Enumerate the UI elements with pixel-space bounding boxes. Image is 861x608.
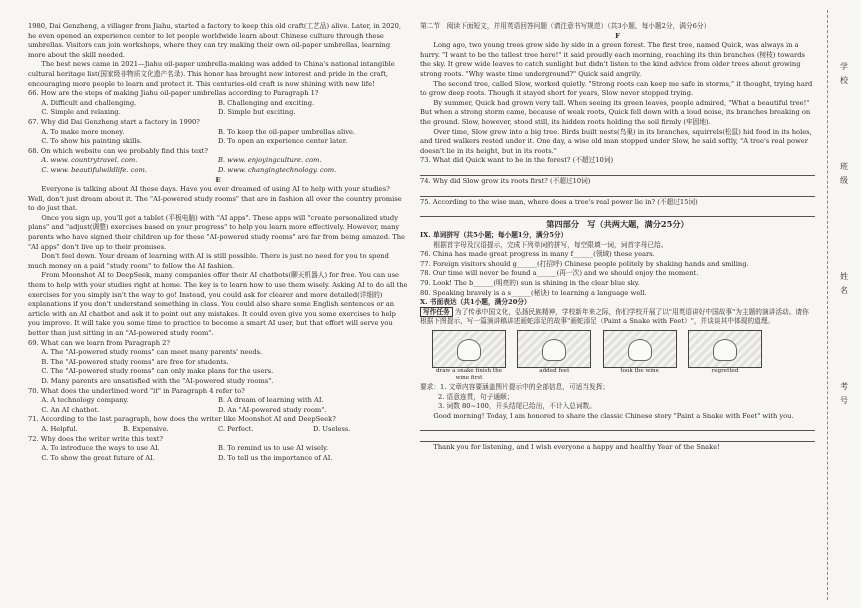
margin-char: 级 — [840, 176, 848, 185]
question-68-options — [28, 166, 408, 176]
answer-line-73[interactable] — [420, 166, 815, 176]
left-column — [28, 22, 408, 463]
passage-e-paragraph: Don't feel down. Your dream of learning with AI is still possible. There is just no need for you to spend much money on a paid "study room" to follow the AI fashion. — [28, 252, 389, 270]
writing-task — [420, 308, 815, 327]
spelling-section-title: IX. 单词拼写（共5小题；每小题1分，满分5分） — [420, 231, 568, 240]
option-a: A. The "AI-powered study rooms" can meet many parents' needs. — [41, 348, 263, 357]
question-66-options — [28, 108, 408, 118]
spelling-item: 78. Our time will never be found a______(再一次) and we should enjoy the moment. — [420, 269, 699, 278]
requirement: 2. 语意连贯，句子通顺； — [438, 392, 514, 401]
question-72-options — [28, 454, 408, 464]
part4-title: 第四部分 写（共两大题，满分25分） — [546, 219, 689, 230]
passage-e-paragraph: Once you sign up, you'll get a tablet (平板电脑) with "AI apps". These apps will "create personalized study plans" and "adjust(调整) exercises based on your progress" to help you learn more effectively. However, many parents who have signed their children up for these "AI-powered study rooms" are far from being amazed. The "AI apps" don't live up to their promises. — [28, 213, 406, 251]
passage-f-letter: F — [615, 31, 620, 40]
picture-caption: took the wine — [620, 368, 659, 375]
option-c: C. To show the great future of AI. — [41, 453, 155, 462]
question-67-stem: 67. Why did Dai Genzheng start a factory in 1990? — [28, 117, 200, 126]
binding-margin — [835, 60, 855, 480]
option-c: C. The "AI-powered study rooms" can only make plans for the users. — [41, 367, 274, 376]
requirement: 3. 词数 80~100，开头结尾已给出，不计入总词数。 — [438, 402, 596, 411]
passage-d-paragraph: 1980, Dai Genzheng, a villager from Jiahu, started a factory to keep this old craft(工艺品) alive. Later, in 2020, he even opened an experience center to let people worldwide learn about Chinese culture through these umbrellas. Visitors can join workshops, where they can try making their own oil-paper umbrellas, learning more about the skill needed. — [28, 22, 402, 59]
question-68-stem: 68. On which website can we probably find this text? — [28, 146, 208, 155]
right-column — [420, 22, 815, 453]
option-d: D. To tell us the importance of AI. — [218, 453, 333, 462]
option-b: B. A dream of learning with AI. — [218, 396, 324, 405]
spelling-item: 76. China has made great progress in many f______(领域) these years. — [420, 250, 655, 259]
option-d: D. www. changingtechnology. com. — [218, 165, 337, 174]
spelling-instructions: 根据首字母及汉语提示，完成下列单词的拼写，每空限填一词，词首字母已给。 — [433, 240, 668, 249]
option-d: D. Many parents are unsatisfied with the "AI-powered study rooms". — [41, 376, 274, 385]
essay-line[interactable] — [420, 432, 815, 442]
picture-prompt — [688, 330, 762, 382]
option-d: D. Simple but exciting. — [218, 108, 296, 117]
margin-char: 名 — [840, 286, 848, 295]
option-b: B. Expensive. — [123, 424, 169, 433]
answer-line-75[interactable] — [420, 207, 815, 217]
picture-prompt — [603, 330, 677, 382]
option-c: C. Perfect. — [218, 424, 254, 433]
picture-prompts — [432, 330, 762, 382]
passage-d-paragraph: The best news came in 2021—Jiahu oil-paper umbrella-making was added to China's national intangible cultural heritage list(国家级非物质文化遗产名录). This honor has brought new interest and pride in the craft, encouraging more people to learn and protect it. This centuries-old craft is now shining with new life! — [28, 60, 395, 88]
spelling-item: 80. Speaking bravely is a s______(秘诀) to learning a language well. — [420, 288, 647, 297]
question-67-options — [28, 137, 408, 147]
margin-char: 考 — [840, 382, 848, 391]
question-71-options — [28, 425, 408, 435]
passage-f-paragraph: By summer, Quick had grown very tall. When seeing its green leaves, people admired, "What a beautiful tree!" But when a strong storm came, because of weak roots, Quick fell down with a loud noise, its branches breaking on the ground. Slow, however, stood still, its hidden roots holding the soil firmly (牢固地). — [420, 98, 811, 126]
question-70-options — [28, 406, 408, 416]
question-70-stem: 70. What does the underlined word "it" in Paragraph 4 refer to? — [28, 386, 245, 395]
margin-char: 姓 — [840, 272, 848, 281]
passage-e-letter: E — [215, 175, 221, 184]
margin-char: 学 — [840, 62, 848, 71]
task-text: 为了传承中国文化，弘扬民族精神，学校新年来之际，你们学校开展了以"用英语讲好中国故事"为主题的演讲活动。请你根据下图提示，写一篇演讲稿讲述画蛇添足的故事"画蛇添足（Paint a Snake with Feet）"，并谈谈其中体现的道理。 — [420, 307, 809, 326]
picture-prompt — [517, 330, 591, 382]
question-66-stem: 66. How are the steps of making Jiahu oil-paper umbrellas according to Paragraph 1? — [28, 89, 319, 98]
margin-char: 校 — [840, 76, 848, 85]
option-c: C. To show his painting skills. — [41, 137, 142, 146]
essay-closing: Thank you for listening, and I wish everyone a happy and healthy Year of the Snake! — [433, 443, 720, 452]
option-b: B. Challenging and exciting. — [218, 98, 315, 107]
margin-char: 班 — [840, 162, 848, 171]
margin-char: 号 — [840, 396, 848, 405]
question-72-options — [28, 444, 408, 454]
passage-e-paragraph: Everyone is talking about AI these days. Have you ever dreamed of using AI to help with your studies? Well, don't just dream about it. The "AI-powered study rooms" that are in fashion all over the country promise to do just that. — [28, 185, 402, 213]
question-67-options — [28, 128, 408, 138]
option-d: D. An "AI-powered study room". — [218, 405, 327, 414]
task-label: 写作任务 — [420, 307, 453, 317]
option-b: B. The "AI-powered study rooms" are free for students. — [41, 357, 229, 366]
question-72-stem: 72. Why does the writer write this text? — [28, 434, 163, 443]
spelling-item: 77. Foreign visitors should g______(打招呼) Chinese people politely by shaking hands and smiling. — [420, 259, 749, 268]
option-c: C. An AI chatbot. — [41, 405, 100, 414]
spelling-item: 79. Look! The b______(明亮的) sun is shining in the clear blue sky. — [420, 279, 640, 288]
option-b: B. To keep the oil-paper umbrellas alive. — [218, 127, 356, 136]
option-b: B. To remind us to use AI wisely. — [218, 444, 329, 453]
picture-prompt — [432, 330, 506, 382]
snake-drawing-picture — [432, 330, 506, 368]
answer-line-74[interactable] — [420, 187, 815, 197]
passage-f-paragraph: Over time, Slow grew into a big tree. Birds built nests(鸟巢) in its branches, squirrels(松鼠) hid food in its holes, and tired walkers rested under it. One day, a wise old man stopped under Slow, he said softly, "A tree's real power doesn't lie in its height, but in its roots." — [420, 127, 812, 155]
question-74: 74. Why did Slow grow its roots first? (不超过10词) — [420, 176, 591, 185]
option-d: D. To open an experience center later. — [218, 137, 348, 146]
regretted-picture — [688, 330, 762, 368]
option-a: A. To introduce the ways to use AI. — [41, 444, 160, 453]
essay-opening: Good morning! Today, I am honored to share the classic Chinese story "Paint a Snake with Feet" with you. — [433, 411, 794, 420]
question-70-options — [28, 396, 408, 406]
requirement: 要求：1. 文章内容要涵盖图片提示中的全部信息，可适当发挥； — [420, 383, 610, 392]
took-wine-picture — [603, 330, 677, 368]
binding-fold-line — [827, 10, 828, 600]
option-a: A. Helpful. — [41, 424, 78, 433]
question-75: 75. According to the wise man, where does a tree's real power lie in? (不超过15词) — [420, 197, 698, 206]
option-a: A. To make more money. — [41, 127, 125, 136]
passage-f-paragraph: The second tree, called Slow, worked quietly. "Strong roots can keep me safe in storms," it thought, trying hard to grow deep roots. Though it stayed short for years, Slow never stopped trying. — [420, 79, 813, 98]
passage-f-paragraph: Long ago, two young trees grew side by side in a green forest. The first tree, named Quick, was always in a hurry. "I want to be the tallest tree here!" it said proudly each morning, reaching its thin branches (树枝) towards the sky. It grew wide leaves to catch sunlight but didn't listen to the kind advice from older trees about growing strong roots. "Why waste time underground?" Quick said angrily. — [420, 41, 805, 78]
option-a: A. www. countrytravel. com. — [41, 156, 138, 165]
question-66-options — [28, 99, 408, 109]
picture-caption: draw a snake finish the wine first — [435, 368, 503, 382]
picture-caption: added feet — [539, 368, 570, 375]
option-a: A. Difficult and challenging. — [41, 98, 137, 107]
passage-e-paragraph: From Moonshot AI to DeepSeek, many companies offer their AI chatbots(聊天机器人) for free. You can use them to help with your studies right at home. The key is to learn how to use them wisely. Asking AI to do all the exercises for you simply isn't the way to go! Instead, you could ask for clearer and more detailed(详细的) explanations if you don't understand something in class. You could also share some English sentences or an article with an AI chatbot and ask it to point out any mistakes. It could even give you some exercises to help you improve. It will take you some time to practice to become a smart AI user, but that effort will serve you better than just sitting in an "AI-powered study room". — [28, 271, 408, 337]
option-a: A. A technology company. — [41, 396, 129, 405]
section-heading: 第二节 阅读下面短文，并用英语回答问题（请注意书写规范）（共3小题，每小题2分，满分6分） — [420, 22, 711, 30]
option-b: B. www. enjoyingculture. com. — [218, 156, 322, 165]
question-68-options — [28, 156, 408, 166]
added-feet-picture — [517, 330, 591, 368]
question-71-stem: 71. According to the last paragraph, how does the writer like Moonshot AI and DeepSeek? — [28, 415, 336, 424]
question-73: 73. What did Quick want to be in the forest? (不超过10词) — [420, 156, 614, 165]
option-c: C. Simple and relaxing. — [41, 108, 121, 117]
question-69-stem: 69. What can we learn from Paragraph 2? — [28, 338, 170, 347]
option-d: D. Useless. — [313, 424, 351, 433]
picture-caption: regretted — [711, 368, 739, 375]
writing-section-title: X. 书面表达（共1小题，满分20分） — [420, 298, 531, 307]
essay-line[interactable] — [420, 421, 815, 431]
option-c: C. www. beautifulwildlife. com. — [41, 165, 147, 174]
